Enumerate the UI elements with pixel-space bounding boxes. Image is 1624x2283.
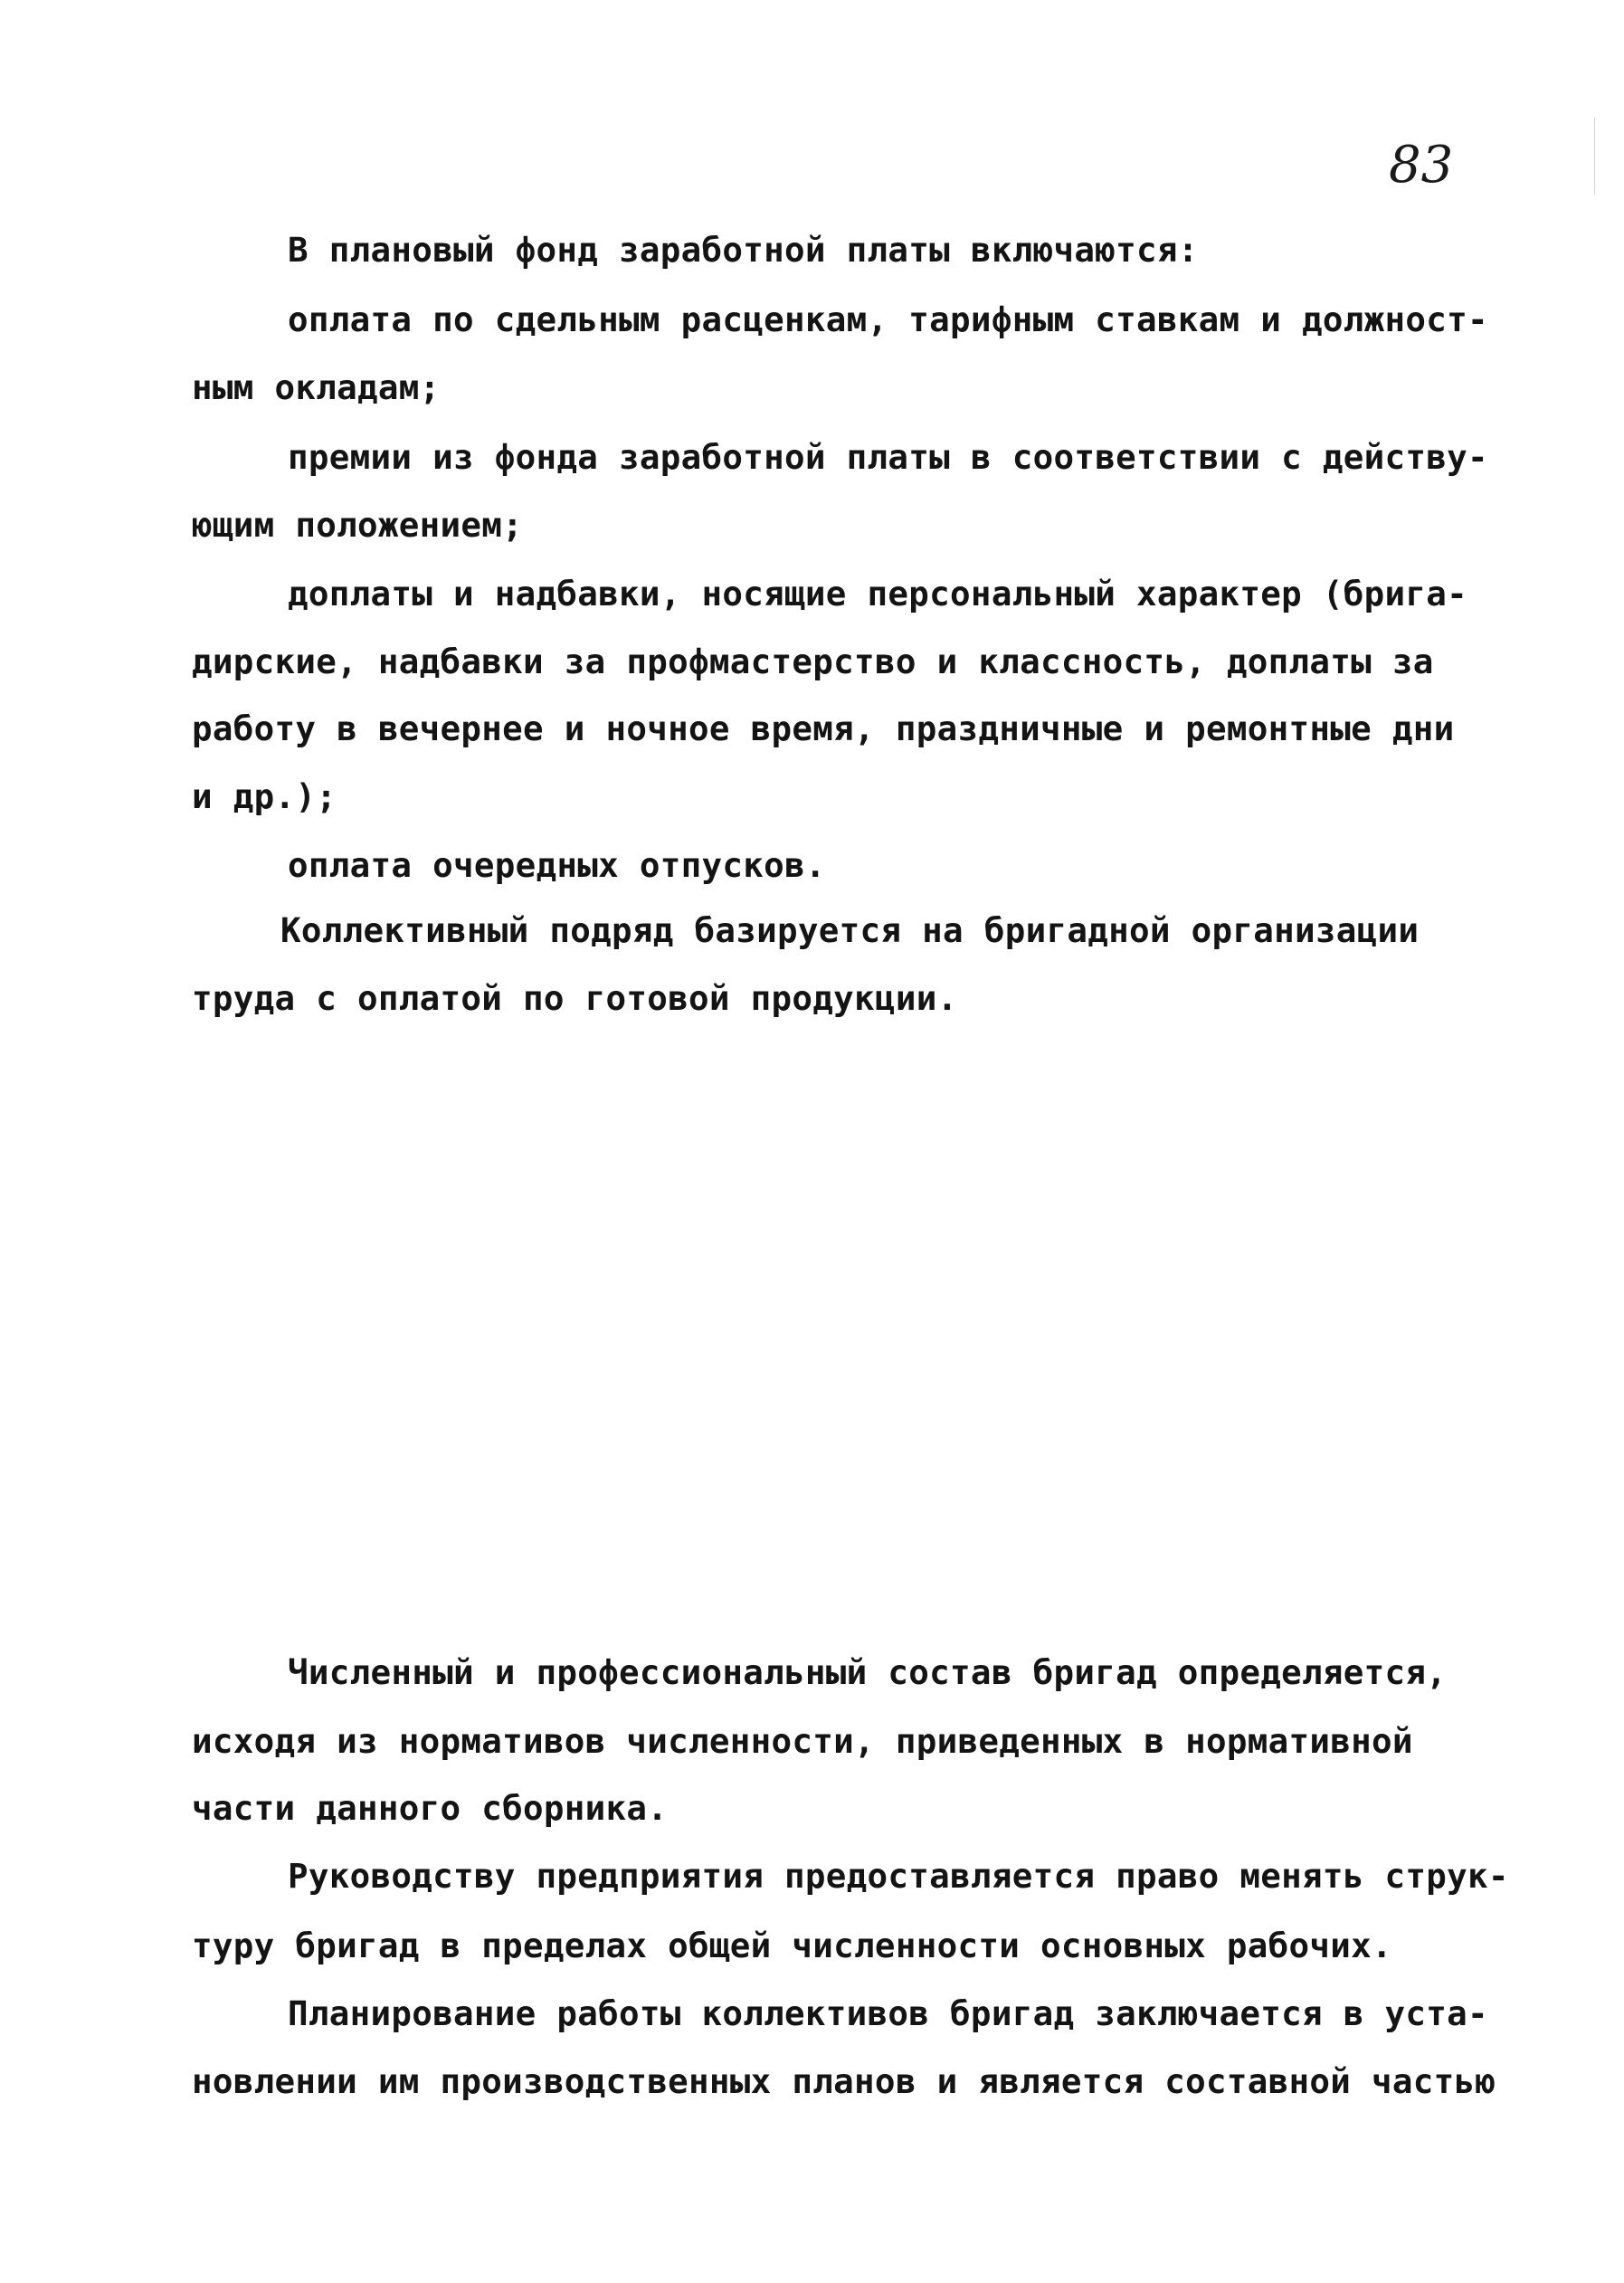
text-line: доплаты и надбавки, носящие персональный характер (брига- (288, 574, 1467, 614)
text-line: и др.); (192, 776, 337, 816)
text-line: новлении им производственных планов и является составной частью (192, 2061, 1496, 2101)
text-line: труда с оплатой по готовой продукции. (192, 978, 958, 1018)
page-number: 83 (1389, 136, 1454, 195)
text-line: исходя из нормативов численности, приведенных в нормативной (192, 1721, 1413, 1761)
text-line: туру бригад в пределах общей численности основных рабочих. (192, 1926, 1392, 1965)
text-line: дирские, надбавки за профмастерство и классность, доплаты за (192, 642, 1434, 681)
text-line: Руководству предприятия предоставляется право менять струк- (288, 1856, 1509, 1896)
text-line: ющим положением; (192, 505, 524, 545)
text-line: Коллективный подряд базируется на бригадной организации (280, 910, 1420, 950)
text-line: В плановый фонд заработной платы включаются: (288, 230, 1199, 270)
text-line: части данного сборника. (192, 1788, 669, 1828)
text-line: ным окладам; (192, 367, 441, 407)
text-line: Планирование работы коллективов бригад заключается в уста- (288, 1993, 1488, 2033)
text-line: работу в вечернее и ночное время, праздничные и ремонтные дни (192, 709, 1455, 748)
text-line: оплата очередных отпусков. (288, 845, 826, 885)
text-line: оплата по сдельным расценкам, тарифным ставкам и должност- (288, 300, 1488, 339)
text-line: премии из фонда заработной платы в соответствии с действу- (288, 437, 1488, 477)
scan-edge-mark (1594, 118, 1595, 195)
text-line: Численный и профессиональный состав бригад определяется, (288, 1652, 1448, 1692)
